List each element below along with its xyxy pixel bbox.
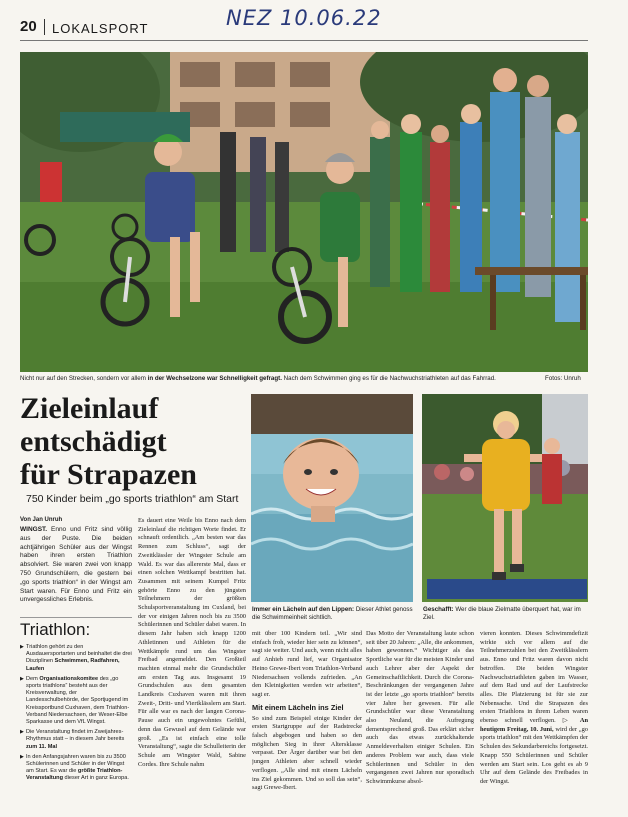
column-5-lead: An heutigem Freitag, 10. Juni,: [480, 717, 588, 733]
column-3-text-a: mit über 100 Kindern teil. „Wir sind einfach froh, wieder hier sein zu können“, sagt sie weiter. Und auch, wenn nicht alles auf Anhieb rund lief, war Organisator Heino Grewe-Ibert vom Triathlon-Verband Niedersachsen vollends zufrieden. „An den Kleinigkeiten werden wir arbeiten“, sagt er.: [252, 630, 362, 698]
byline: Von Jan Unruh: [20, 517, 63, 523]
header-divider: [44, 19, 45, 35]
intertitle: Mit einem Lächeln ins Ziel: [252, 702, 344, 712]
infobox-item-text: Die Veranstaltung findet im Zweijahres-Rhythmus statt – in diesem Jahr bereits: [26, 729, 125, 743]
photo-credit: Fotos: Unruh: [545, 375, 581, 382]
column-5-arrow: ▷: [562, 717, 580, 725]
caption-rest: Nach dem Schwimmen ging es für die Nachwuchstriathleten auf das Fahrrad.: [281, 375, 496, 382]
headline-line-2: entschädigt: [20, 425, 167, 458]
article-lead: [20, 526, 132, 614]
article-headline: [20, 392, 245, 491]
infobox-item-rest: des „go sports triathlons“ besteht aus der Kreisverwaltung, der Landesschulbehörde, der Sportjugend im Kreissportbund Cuxhaven, dem Triathlon-Verband Niedersachsen, der Weser-Elbe Sparkasse und dem VfL Wingst.: [26, 675, 130, 726]
article-column-5: [480, 630, 588, 810]
bullet-triangle-icon: ▶: [20, 753, 24, 760]
column-2-text: Es dauert eine Weile bis Enno nach dem Zieleinlauf die richtigen Worte findet. Er schnauft ordentlich. „Am besten war das Rennen zum Schluss“, sagt der Zweitklässler der Wingster Schule am Wald. Es war das allererste Mal, dass er einen solchen Wettkampf bestritten hat. Zusammen mit seinem Kumpel Fritz gehörte Enno zu den jüngsten Teilnehmern der größten Schulsportveranstaltung im Cuxland, bei der vor einigen Jahren noch bis zu 3500 Schülerinnen und Schüler dabei waren. In diesem Jahr haben sich knapp 1200 Athletinnen und Athleten für die Wettkämpfe rund um das Wingster Freibad angemeldet. Den Großteil machten einmal mehr die Grundschüler am ersten Tag aus. Insgesamt 19 Grundschulen aus dem gesamten Landkreis Cuxhaven waren mit ihren Zweit-, Dritt- und Viertklässlern am Start. Für alle war es nach der langen Corona-Pause auch ein ungewohntes Gefühl, denn das Gewusel auf dem Gelände war groß. „Es ist einfach eine tolle Veranstaltung“, sagte die Schulleiterin der Schule am Wingster Wald, Sabine Cordes. Ihre Schule nahm: [138, 517, 246, 768]
headline-line-3: für Strapazen: [20, 458, 197, 491]
infobox-item: [20, 644, 132, 673]
infobox-item-bold: größte Triathlon-Veranstaltung: [26, 768, 123, 782]
headline-line-1: Zieleinlauf: [20, 392, 159, 425]
infobox-item: [20, 754, 132, 783]
page-number: 20: [20, 18, 37, 35]
run-caption-rest: Wer die blaue Zielmatte überquert hat, war im Ziel.: [423, 606, 581, 621]
infobox-item-text: In den Anfangsjahren waren bis zu 3500 Schülerinnen und Schüler in der Wingst am Start. Es war die: [26, 753, 126, 775]
article-subheadline: 750 Kinder beim „go sports triathlon“ am Start: [26, 493, 239, 505]
caption-bold: in der Wechselzone war Schnelligkeit gefragt.: [147, 375, 282, 382]
bullet-triangle-icon: ▶: [20, 675, 24, 682]
run-caption-bold: Geschafft:: [423, 606, 454, 613]
column-3-text-b: So sind zum Beispiel einige Kinder der ersten Startgruppe auf der Radstrecke falsch abgebogen und haben so den möglichen Sieg in ihrer Altersklasse verpasst. Der Ärger darüber war bei den jungen Athleten aber schnell wieder verflogen. „Alle sind mit einem Lächeln ins Ziel gekommen. Und so soll das sein“, sagt Grewe-Ibert.: [252, 714, 362, 792]
bullet-triangle-icon: ▶: [20, 729, 24, 736]
main-photo-caption: [20, 375, 520, 383]
bullet-triangle-icon: ▶: [20, 644, 24, 650]
article-column-3: [252, 630, 362, 810]
section-title: LOKALSPORT: [52, 21, 149, 36]
swim-photo: [251, 394, 413, 602]
infobox-item-text: Triathlon gehört zu den Ausdauersportarten und beinhaltet die drei Disziplinen: [26, 644, 132, 665]
lead-text: Enno und Fritz sind völlig aus der Puste. Die beiden achtjährigen Schüler aus der Wingst haben ihren ersten Triathlon absolviert. Sie waren zwei von knapp 750 Grundschülern, die gestern bei „go sports triathlon“ in der Wingst am Start waren. Für Enno und Fritz ein unvergessliches Erlebnis.: [20, 526, 132, 604]
infobox-rule: [20, 617, 132, 618]
column-5-text-b: wird der „go sports triathlon“ mit den Wettkämpfen der Schulen des Sekundarbereichs fortgesetzt. Knapp 550 Schülerinnen und Schüler werden am Start sein. Los geht es ab 9 Uhr auf dem Gelände des Freibades in der Wingst.: [480, 725, 588, 785]
infobox-item-bold: Organisationskomitee: [39, 675, 99, 682]
article-column-2: [138, 517, 246, 809]
infobox-item-text: Dem: [26, 675, 40, 682]
lead-dateline: WINGST.: [20, 526, 48, 533]
swim-photo-caption: [252, 606, 414, 622]
infobox-title: Triathlon:: [20, 620, 91, 639]
run-photo: [422, 394, 588, 602]
caption-lead: Nicht nur auf den Strecken, sondern vor allem: [20, 375, 148, 382]
infobox-item-bold: zum 11. Mal: [26, 743, 58, 750]
swim-caption-bold: Immer ein Lächeln auf den Lippen:: [252, 606, 355, 613]
header-rule: [20, 40, 588, 41]
article-column-4: [366, 630, 474, 810]
swim-caption-rest: Dieser Athlet genoss die Schwimmeinheit sichtlich.: [252, 606, 413, 621]
column-4-text: Das Motto der Veranstaltung laute schon seit über 20 Jahren: „Alle, die ankommen, haben gewonnen.“ Wichtiger als das Sportliche war für die meisten Kinder und auch Lehrer aber der Aspekt der Gemeinschaftlichkeit. Durch die Corona-Beschränkungen der vergangenen Jahre ist der letzte „go sports triathlon“ bereits vier Jahre her gewesen. Für alle Grundschüler war diese Veranstaltung also Neuland, die Aufregung dementsprechend groß. Das erklärt sicher auch das etwas zurückhaltende Anmeldeverhalten einiger Schulen. Ein anderes Problem war auch, dass viele Schülerinnen und Schüler in den vergangenen zwei Jahren nur sporadisch Schwimmkurse absol-: [366, 630, 474, 785]
handwritten-note: NEZ 10.06.22: [226, 6, 382, 30]
column-5-text-a: vieren konnten. Dieses Schwimmdefizit wirkte sich vor allem auf die Teilnehmerzahlen bei den Zweitklässlern aus. Enno und Fritz waren davon nicht betroffen. Die beiden Wingster Nachwuchstriathleten gaben im Wasser, auf dem Rad und auf der Laufstrecke alles. Die Platzierung ist für sie zur Nebensache. Und die Strapazen des ersten Triathlons in ihrem Leben waren ebenso schnell verflogen.: [480, 630, 588, 725]
run-photo-caption: [423, 606, 589, 622]
infobox-item-bold: Schwimmen, Radfahren, Laufen: [26, 658, 120, 672]
infobox-item: [20, 676, 132, 726]
infobox-item: [20, 729, 132, 751]
infobox-item-rest: dieser Art in ganz Europa.: [63, 775, 129, 782]
main-photo: [20, 52, 588, 372]
triathlon-infobox: [20, 620, 132, 806]
